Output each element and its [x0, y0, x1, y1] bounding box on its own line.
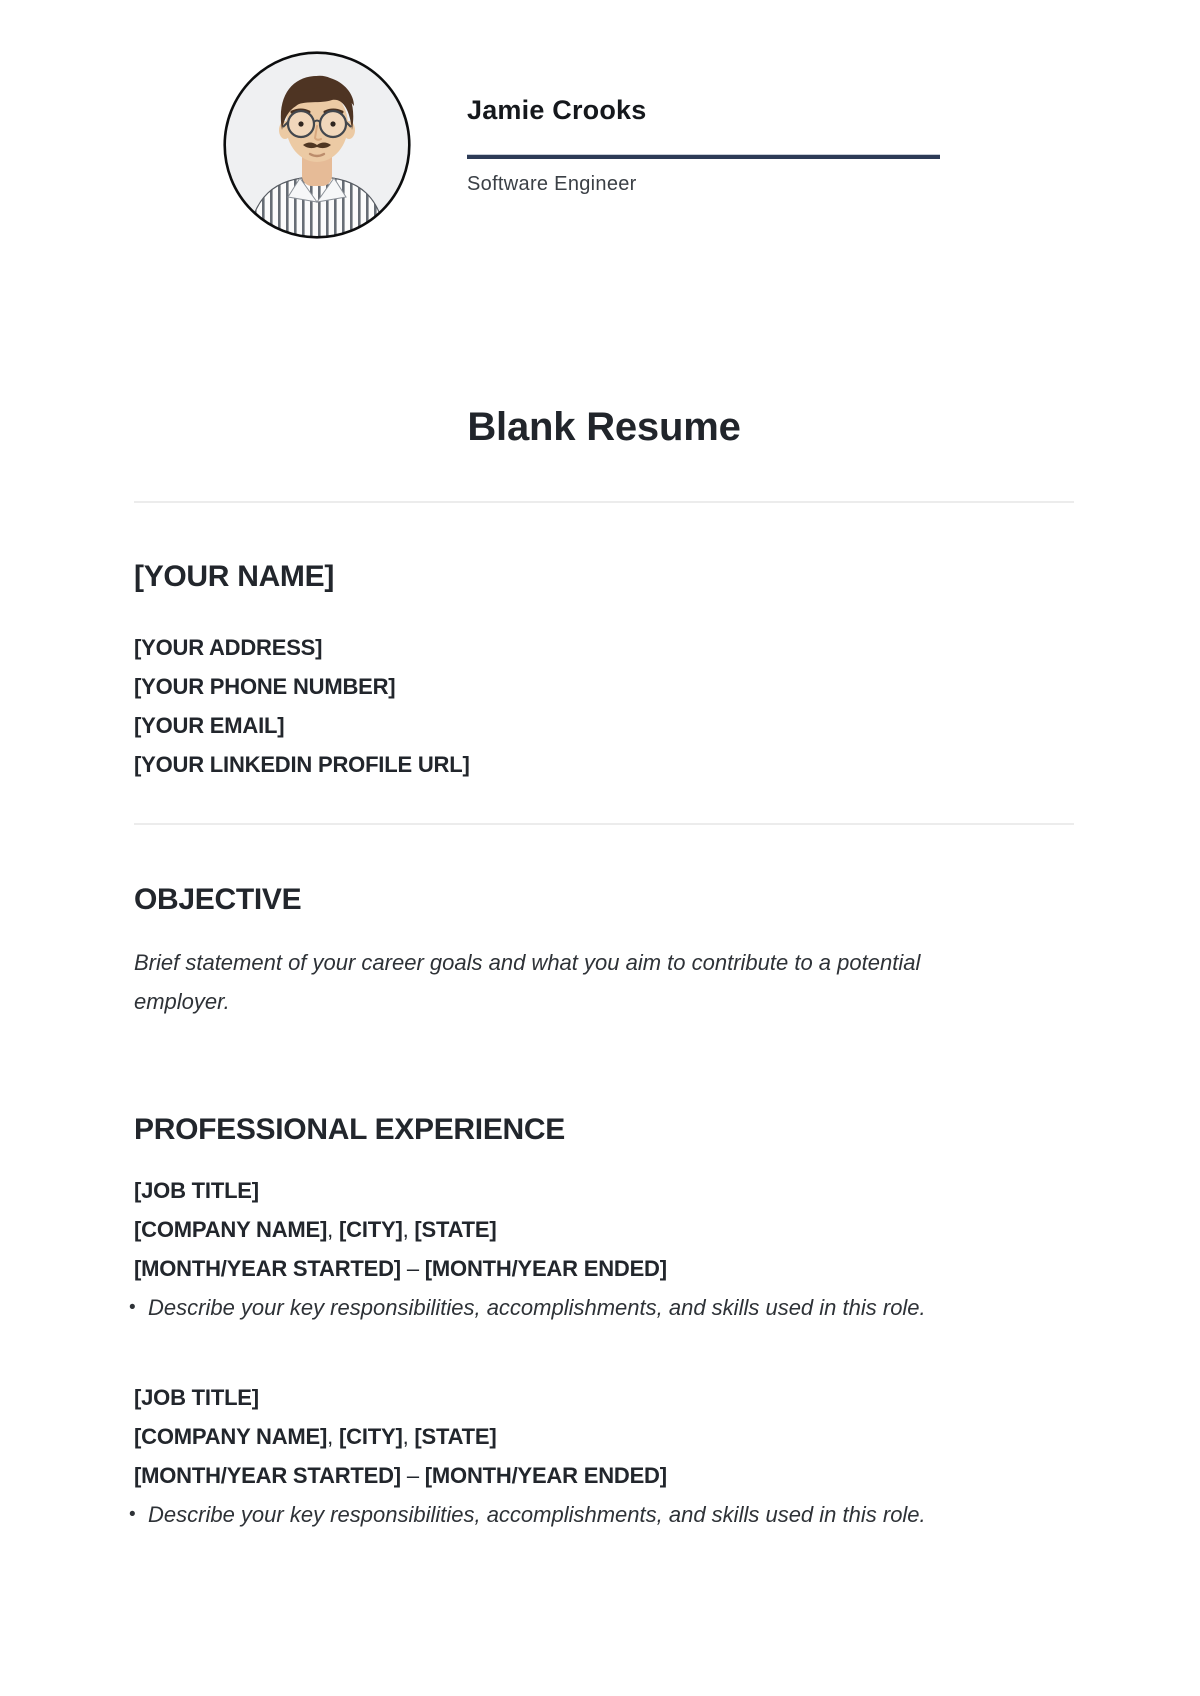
accent-underline [467, 155, 940, 159]
experience-heading: PROFESSIONAL EXPERIENCE [134, 1113, 565, 1146]
contact-line-email: [YOUR EMAIL] [134, 713, 285, 738]
person-name: Jamie Crooks [467, 95, 647, 125]
objective-heading: OBJECTIVE [134, 883, 302, 916]
person-role: Software Engineer [467, 173, 637, 195]
city: [CITY] [339, 1217, 403, 1242]
section-divider [134, 823, 1074, 825]
date-ended: [MONTH/YEAR ENDED] [424, 1463, 667, 1488]
your-name-heading: [YOUR NAME] [134, 560, 335, 593]
dash: – [400, 1463, 425, 1488]
company-name: [COMPANY NAME] [134, 1217, 328, 1242]
bullet-icon: • [129, 1504, 136, 1525]
separator: , [402, 1217, 415, 1242]
job-bullet [126, 1495, 1074, 1534]
profile-photo-icon [222, 50, 412, 240]
state: [STATE] [414, 1217, 497, 1242]
section-divider [134, 501, 1074, 503]
date-ended: [MONTH/YEAR ENDED] [424, 1256, 667, 1281]
job-dates-line [134, 1249, 1074, 1288]
bullet-icon: • [129, 1297, 136, 1318]
dash: – [400, 1256, 425, 1281]
contact-lines [134, 628, 1074, 784]
job-block [129, 1171, 1074, 1327]
job-company-line [134, 1210, 1074, 1249]
separator: , [402, 1424, 415, 1449]
date-started: [MONTH/YEAR STARTED] [134, 1256, 401, 1281]
contact-line-linkedin: [YOUR LINKEDIN PROFILE URL] [134, 752, 470, 777]
job-title: [JOB TITLE] [134, 1178, 259, 1203]
job-title: [JOB TITLE] [134, 1385, 259, 1410]
avatar [222, 50, 412, 240]
header [134, 0, 1074, 240]
contact-line-phone: [YOUR PHONE NUMBER] [134, 674, 396, 699]
job-dates-line [134, 1456, 1074, 1495]
company-name: [COMPANY NAME] [134, 1424, 328, 1449]
document-title: Blank Resume [467, 405, 741, 449]
bullet-text: Describe your key responsibilities, accomplishments, and skills used in this role. [148, 1295, 926, 1320]
contact-line-address: [YOUR ADDRESS] [134, 635, 323, 660]
date-started: [MONTH/YEAR STARTED] [134, 1463, 401, 1488]
city: [CITY] [339, 1424, 403, 1449]
job-bullet [126, 1288, 1074, 1327]
bullet-text: Describe your key responsibilities, accomplishments, and skills used in this role. [148, 1502, 926, 1527]
job-block [129, 1378, 1074, 1534]
separator: , [327, 1424, 339, 1449]
objective-body: Brief statement of your career goals and what you aim to contribute to a potential employer. [134, 950, 921, 1014]
header-text [467, 95, 940, 196]
job-company-line [134, 1417, 1074, 1456]
separator: , [327, 1217, 339, 1242]
state: [STATE] [414, 1424, 497, 1449]
